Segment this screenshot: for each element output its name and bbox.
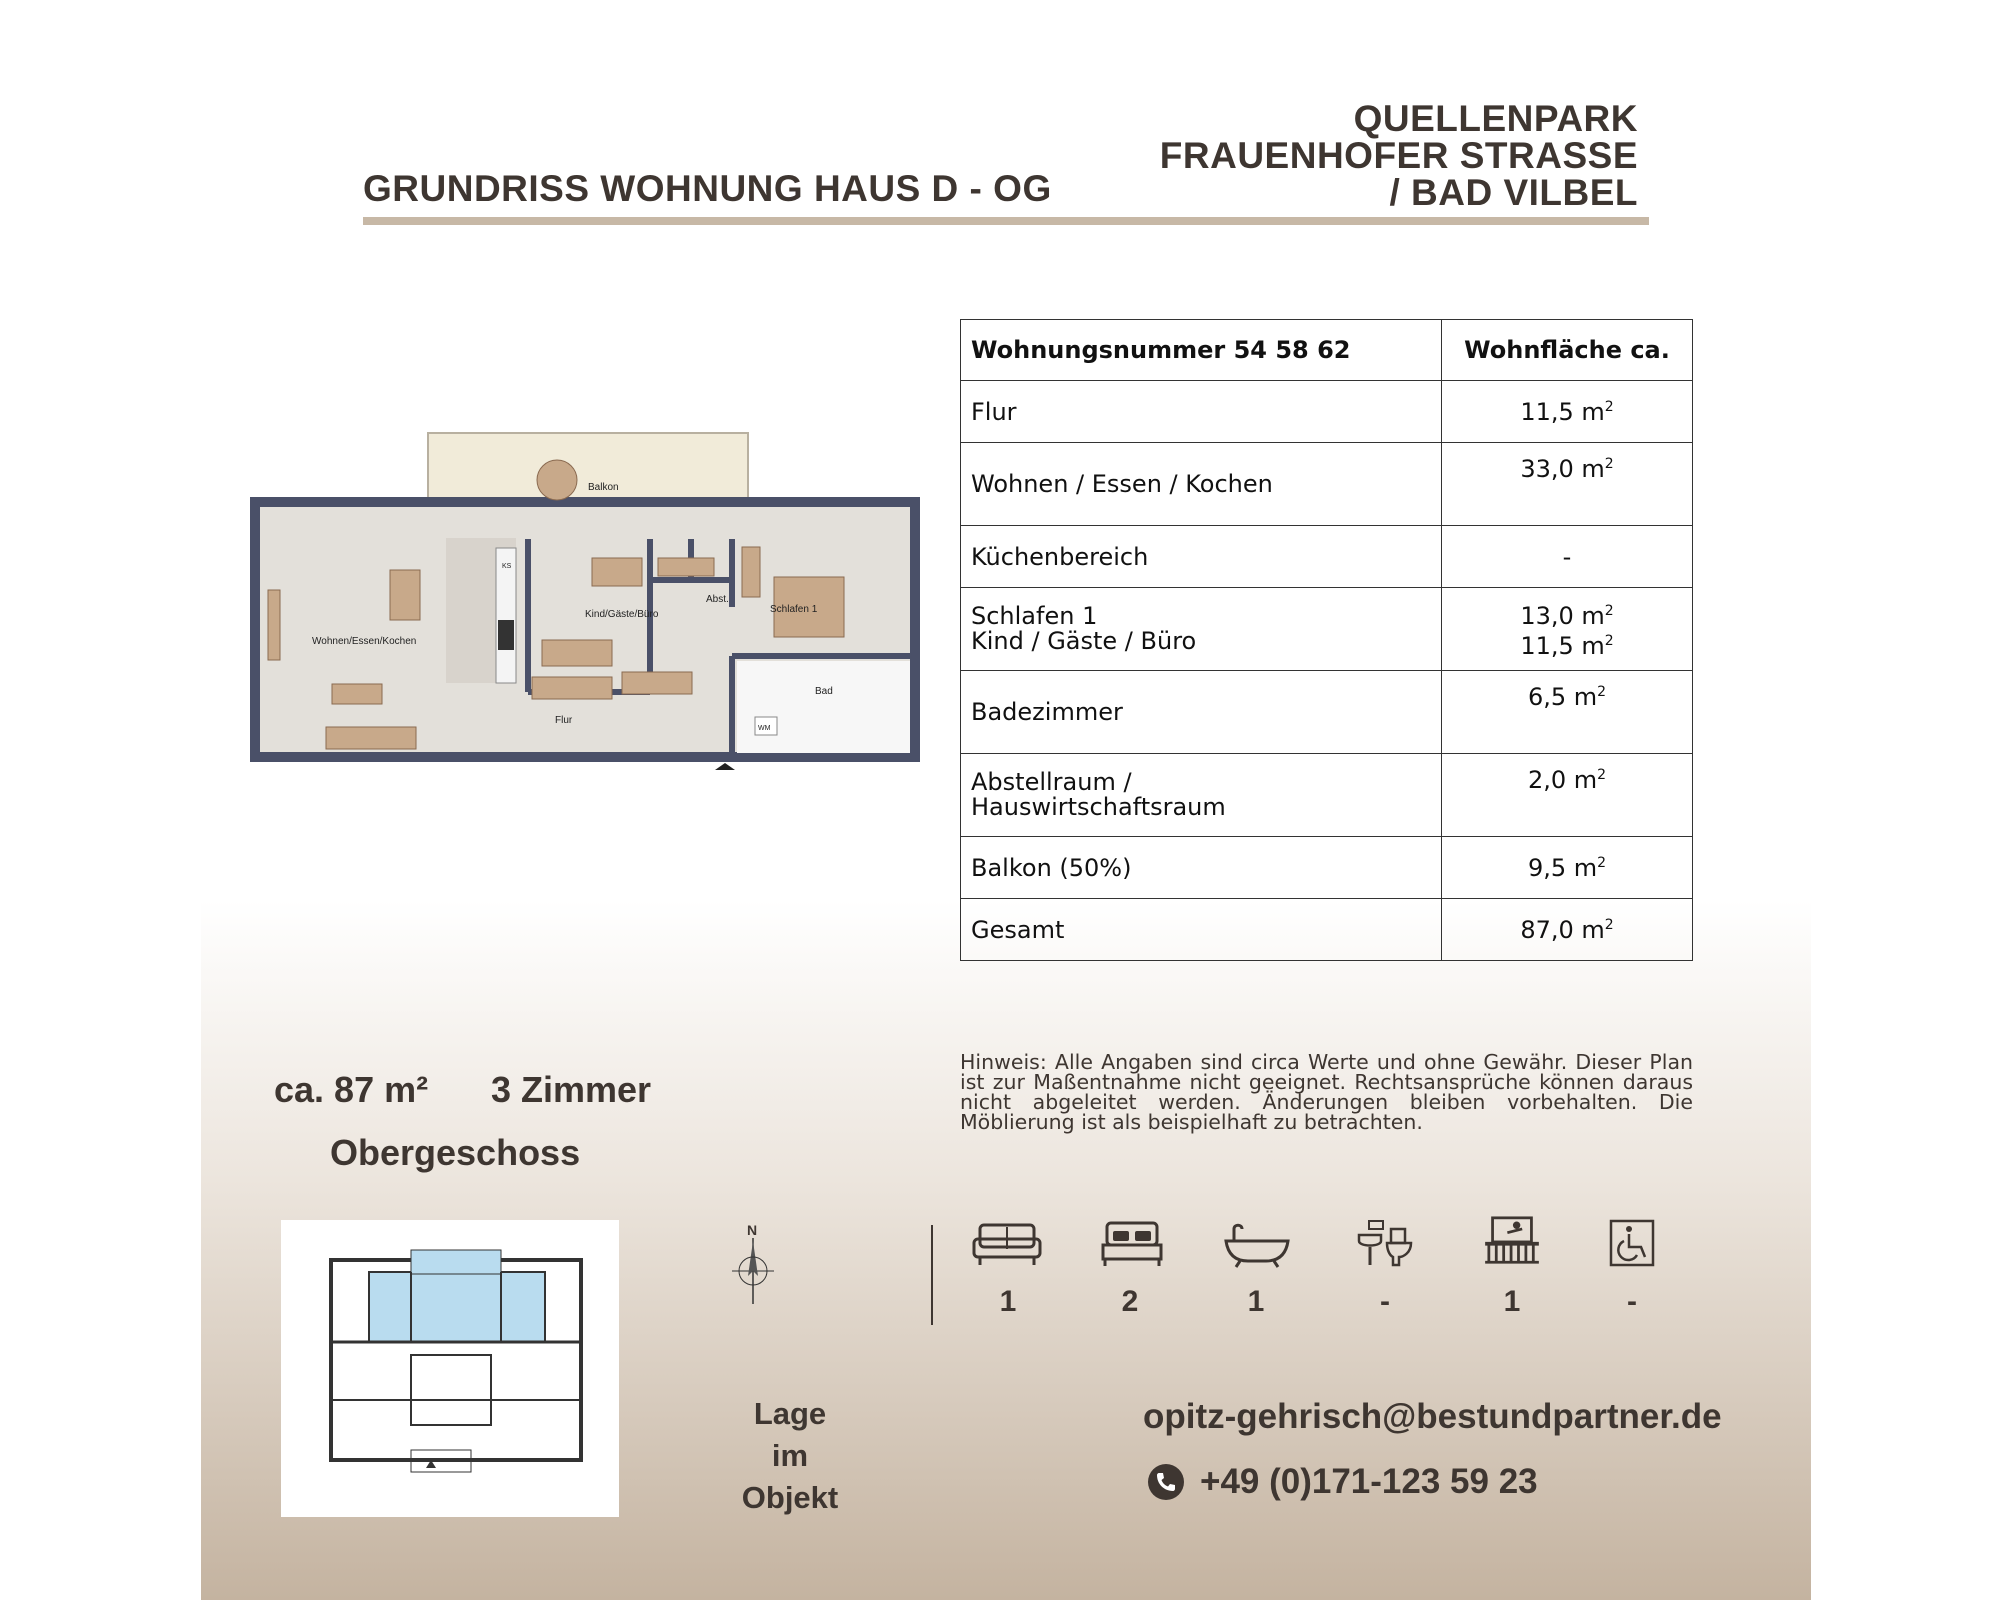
page-title: GRUNDRISS WOHNUNG HAUS D - OG <box>363 168 1052 209</box>
summary-floor: Obergeschoss <box>330 1132 581 1173</box>
bathtub-icon <box>1222 1219 1292 1269</box>
room-name: Badezimmer <box>961 671 1442 754</box>
table-header-cell: Wohnfläche ca. <box>1442 320 1693 381</box>
room-area: 11,5 $m^2$ <box>1442 381 1693 443</box>
contact-email[interactable]: opitz-gehrisch@bestundpartner.de <box>1143 1397 1722 1436</box>
location-minimap <box>281 1220 619 1517</box>
disclaimer-note: Hinweis: Alle Angaben sind circa Werte und ohne Gewähr. Dieser Plan ist zur Maßentnahme nicht geeignet. Rechtsansprüche können daraus nicht abgeleitet werden. Änderungen bleiben vorbehalten. Die Möblierung ist als beispielhaft zu betrachten. <box>960 1050 1693 1134</box>
table-row <box>961 754 1693 837</box>
phone-icon <box>1147 1463 1185 1501</box>
wheelchair-count: - <box>1627 1285 1637 1318</box>
guest-wc-count: - <box>1380 1285 1390 1318</box>
room-area: 87,0 $m^2$ <box>1442 899 1693 961</box>
room-name: Flur <box>961 381 1442 443</box>
table-row <box>961 671 1693 754</box>
plan-label: KS <box>502 563 512 570</box>
sofa-count: 1 <box>999 1285 1017 1318</box>
room-name: Wohnen / Essen / Kochen <box>961 443 1442 526</box>
summary-rooms: 3 Zimmer <box>491 1069 652 1110</box>
bed-icon <box>1097 1219 1167 1269</box>
room-area: 33,0 $m^2$ <box>1442 443 1693 526</box>
header-divider <box>363 217 1649 225</box>
location-label: Lage im Objekt <box>741 1396 839 1515</box>
balcony-count: 1 <box>1503 1285 1521 1318</box>
room-name: Balkon (50%) <box>961 837 1442 899</box>
wheelchair-icon <box>1597 1219 1667 1269</box>
plan-label: Bad <box>815 686 833 697</box>
balcony-icon <box>1477 1216 1547 1266</box>
plan-label: Kind/Gäste/Büro <box>585 609 659 620</box>
table-row <box>961 443 1693 526</box>
plan-label: Schlafen 1 <box>770 604 818 615</box>
room-area: 6,5 $m^2$ <box>1442 671 1693 754</box>
north-label: N <box>747 1222 758 1238</box>
project-title-line: QUELLENPARK <box>1353 98 1638 139</box>
plan-label: Wohnen/Essen/Kochen <box>312 636 417 647</box>
plan-label: Balkon <box>588 482 619 493</box>
room-name: Abstellraum / Hauswirtschaftsraum <box>961 754 1442 837</box>
table-row <box>961 381 1693 443</box>
plan-label: Flur <box>555 715 573 726</box>
project-title-line: / BAD VILBEL <box>1389 172 1638 213</box>
plan-label: WM <box>758 725 771 732</box>
compass-icon <box>728 1236 778 1306</box>
project-title <box>1160 100 1638 211</box>
bed-count: 2 <box>1121 1285 1139 1318</box>
feature-divider <box>931 1225 933 1325</box>
plan-label: Abst. <box>706 594 729 605</box>
summary-area: ca. 87 m² <box>274 1069 429 1110</box>
room-area: - <box>1442 526 1693 588</box>
room-name: Schlafen 1 Kind / Gäste / Büro <box>961 588 1442 671</box>
project-title-line: FRAUENHOFER STRASSE <box>1159 135 1638 176</box>
table-row <box>961 588 1693 671</box>
room-area: 9,5 $m^2$ <box>1442 837 1693 899</box>
room-area: 2,0 $m^2$ <box>1442 754 1693 837</box>
table-row <box>961 899 1693 961</box>
area-table <box>960 319 1693 961</box>
table-row <box>961 837 1693 899</box>
sofa-icon <box>972 1219 1042 1269</box>
room-name: Küchenbereich <box>961 526 1442 588</box>
contact-phone[interactable]: +49 (0)171-123 59 23 <box>1200 1462 1538 1501</box>
table-row <box>961 526 1693 588</box>
table-header <box>961 320 1693 381</box>
floor-plan <box>250 430 920 780</box>
table-header-cell: Wohnungsnummer 54 58 62 <box>961 320 1442 381</box>
bathtub-count: 1 <box>1247 1285 1265 1318</box>
room-area: 13,0 $m^2$ 11,5 $m^2$ <box>1442 588 1693 671</box>
guest-wc-icon <box>1351 1219 1421 1269</box>
room-name: Gesamt <box>961 899 1442 961</box>
